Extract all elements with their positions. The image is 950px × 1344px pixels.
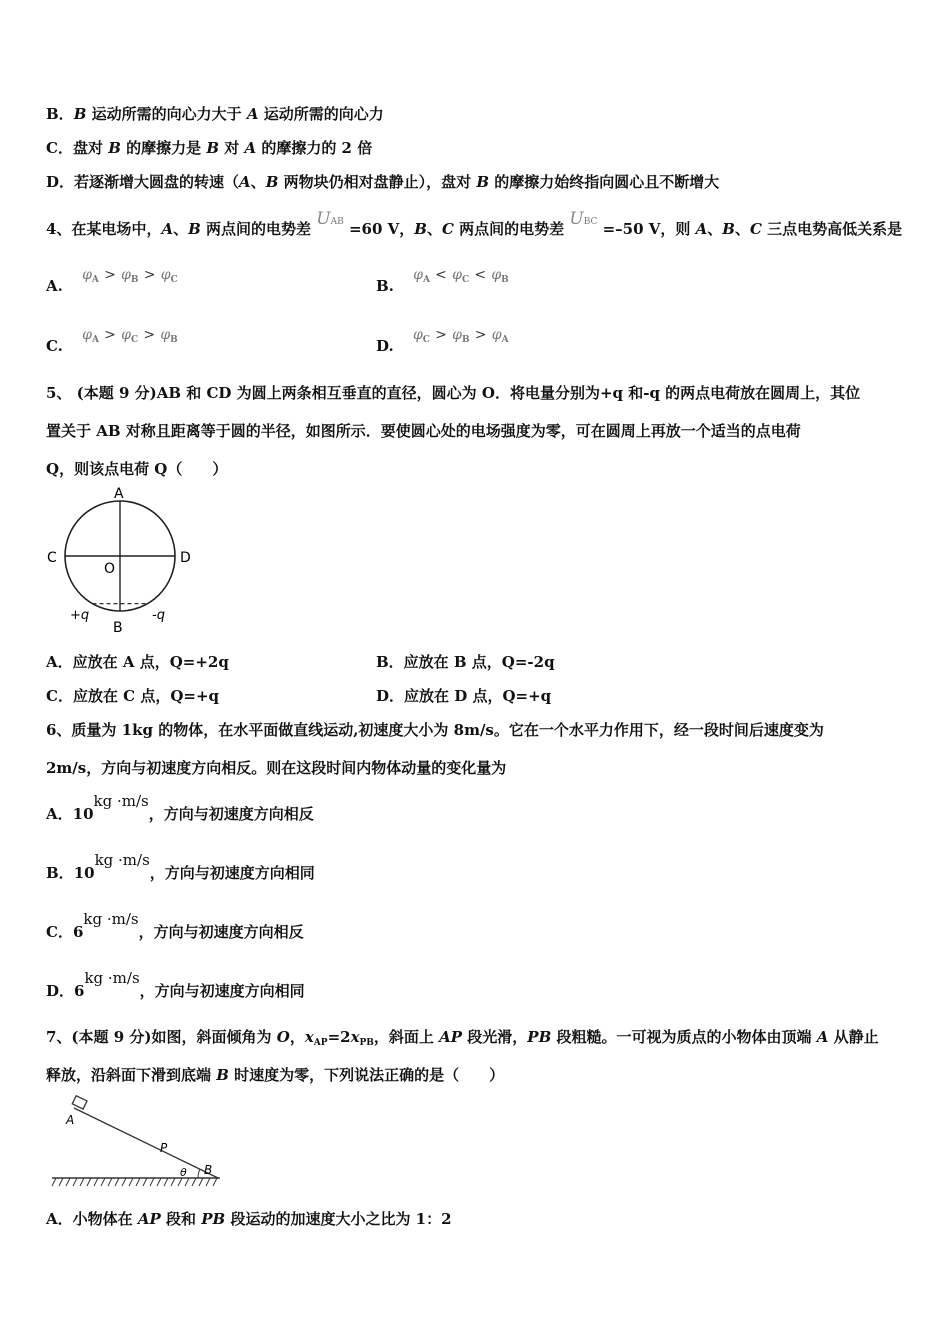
q3-option-d: D．若逐渐增大圆盘的转速（A、B 两物块仍相对盘静止），盘对 B 的摩擦力始终指向圆心且不断增大: [46, 173, 720, 191]
q6-line-1: 6、质量为 1kg 的物体，在水平面做直线运动,初速度大小为 8m/s。它在一个水平力作用下，经一段时间后速度变为: [46, 721, 824, 739]
label-theta: θ: [180, 1166, 187, 1179]
label-a: A: [114, 486, 124, 502]
label-p: P: [160, 1141, 168, 1155]
q5-line-2: 置关于 AB 对称且距离等于圆的半径，如图所示．要使圆心处的电场强度为零，可在圆周上再放一个适当的点电荷: [46, 422, 801, 440]
q4-stem: 4、在某电场中，A、B 两点间的电势差 UAB =60 V，B、C 两点间的电势差 UBC =–50 V，则 A、B、C 三点电势高低关系是: [46, 209, 903, 238]
q5-line-1: 5、 (本题 9 分)AB 和 CD 为圆上两条相互垂直的直径，圆心为 O．将电量分别为+q 和-q 的两点电荷放在圆周上，其位: [46, 384, 861, 402]
ground-hatching: [52, 1178, 217, 1186]
q3-option-b: B．B 运动所需的向心力大于 A 运动所需的向心力: [46, 105, 384, 123]
q5-option-d: D．应放在 D 点，Q=+q: [376, 687, 552, 705]
label-b: B: [113, 620, 123, 636]
q4-option-c: C. $\varphi_A > \varphi_C > \varphi_B$: [46, 327, 178, 355]
q7-line-2: 释放，沿斜面下滑到底端 B 时速度为零，下列说法正确的是（ ）: [46, 1066, 505, 1084]
q6-option-d: D．6kg ·m/s，方向与初速度方向相同: [46, 969, 305, 1000]
q3-option-c: C．盘对 B 的摩擦力是 B 对 A 的摩擦力的 2 倍: [46, 139, 373, 157]
incline: [74, 1108, 218, 1178]
q7-incline-figure: [44, 1094, 234, 1194]
q6-option-b: B．10kg ·m/s，方向与初速度方向相同: [46, 851, 315, 882]
q4-option-b: B. $\varphi_A < \varphi_C < \varphi_B$: [376, 267, 509, 295]
label-plus-q: +q: [70, 608, 90, 623]
label-b: B: [204, 1163, 213, 1177]
q4-option-d: D. $\varphi_C > \varphi_B > \varphi_A$: [376, 327, 509, 355]
label-minus-q: -q: [152, 608, 165, 623]
q7-line-1: 7、(本题 9 分)如图，斜面倾角为 O，$x_{AP}=2x_{PB}$，斜面上 AP 段光滑，PB 段粗糙。一可视为质点的小物体由顶端 A 从静止: [46, 1028, 879, 1048]
q6-option-c: C．6kg ·m/s，方向与初速度方向相反: [46, 910, 304, 941]
label-c: C: [47, 550, 57, 566]
q6-option-a: A．10kg ·m/s，方向与初速度方向相反: [46, 792, 314, 823]
q5-circle-figure: [40, 484, 210, 640]
q5-line-3: Q，则该点电荷 Q（ ）: [46, 460, 228, 478]
label-o: O: [104, 561, 116, 577]
potential-difference-uab: UAB: [316, 209, 344, 229]
angle-arc: [198, 1169, 200, 1178]
label-d: D: [180, 550, 191, 566]
q6-line-2: 2m/s，方向与初速度方向相反。则在这段时间内物体动量的变化量为: [46, 759, 507, 777]
block: [72, 1096, 87, 1109]
q5-option-b: B．应放在 B 点，Q=-2q: [376, 653, 555, 671]
q5-option-c: C．应放在 C 点，Q=+q: [46, 687, 220, 705]
label-a: A: [66, 1113, 75, 1127]
q5-option-a: A．应放在 A 点，Q=+2q: [46, 653, 229, 671]
potential-difference-ubc: UBC: [569, 209, 598, 229]
q7-option-a: A．小物体在 AP 段和 PB 段运动的加速度大小之比为 1：2: [46, 1210, 452, 1228]
q4-option-a: A. $\varphi_A > \varphi_B > \varphi_C$: [46, 267, 178, 295]
